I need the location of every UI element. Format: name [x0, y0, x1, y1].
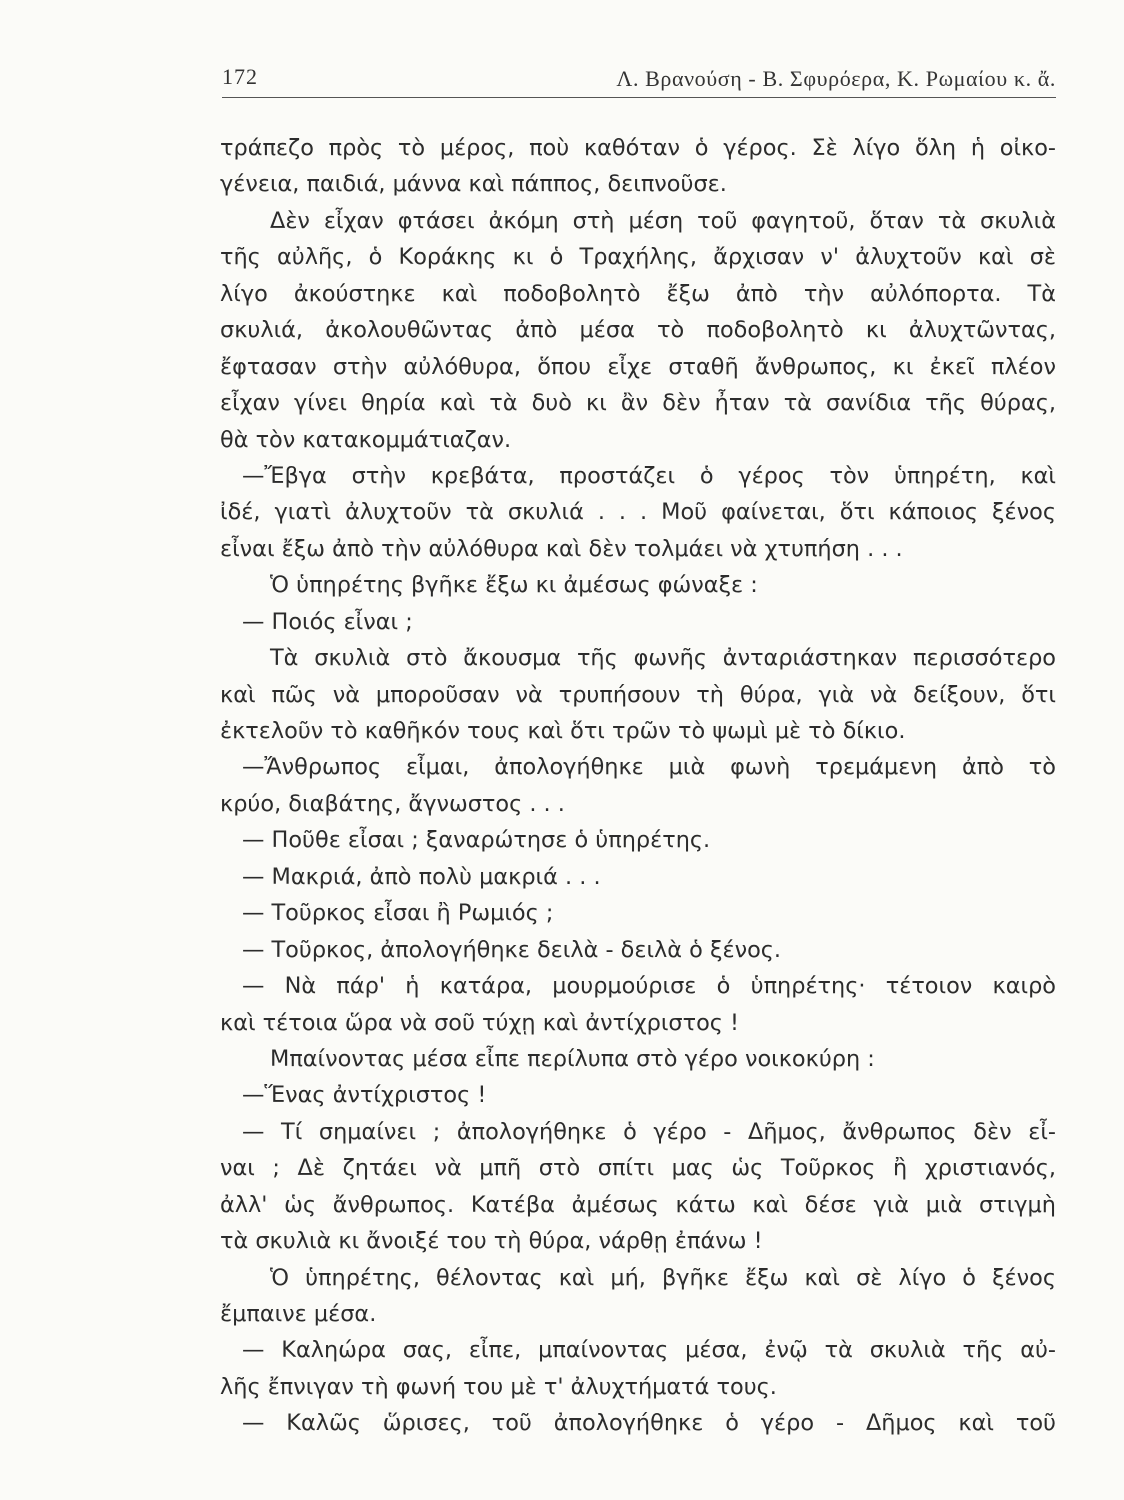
text-line: — Μακριά, ἀπὸ πολὺ μακριά . . .: [242, 863, 601, 890]
text-line: ἔφτασαν στὴν αὐλόθυρα, ὅπου εἶχε σταθῆ ἄνθρωπος, κι ἐκεῖ πλέον: [220, 353, 1056, 380]
text-line: ἀλλ' ὡς ἄνθρωπος. Κατέβα ἀμέσως κάτω καὶ δέσε γιὰ μιὰ στιγμὴ: [220, 1191, 1056, 1218]
text-line: Ὁ ὑπηρέτης βγῆκε ἔξω κι ἀμέσως φώναξε :: [270, 572, 758, 599]
text-line: — Τοῦρκος, ἀπολογήθηκε δειλὰ - δειλὰ ὁ ξένος.: [242, 936, 782, 963]
text-line: καὶ πῶς νὰ μποροῦσαν νὰ τρυπήσουν τὴ θύρα, γιὰ νὰ δείξουν, ὅτι: [220, 681, 1056, 708]
text-line: — Ποιός εἶναι ;: [242, 608, 413, 635]
text-line: —Ἔβγα στὴν κρεβάτα, προστάζει ὁ γέρος τὸν ὑπηρέτη, καὶ: [242, 462, 1056, 489]
text-line: — Καληώρα σας, εἶπε, μπαίνοντας μέσα, ἐνῷ τὰ σκυλιὰ τῆς αὐ-: [242, 1337, 1056, 1364]
text-line: — Ποῦθε εἶσαι ; ξαναρώτησε ὁ ὑπηρέτης.: [242, 827, 711, 854]
text-line: — Νὰ πάρ' ἡ κατάρα, μουρμούρισε ὁ ὑπηρέτης· τέτοιον καιρὸ: [242, 973, 1056, 1000]
body-text: [220, 130, 1056, 1442]
text-line: Μπαίνοντας μέσα εἶπε περίλυπα στὸ γέρο νοικοκύρη :: [270, 1045, 875, 1072]
text-line: — Τί σημαίνει ; ἀπολογήθηκε ὁ γέρο - Δῆμος, ἄνθρωπος δὲν εἶ-: [242, 1118, 1056, 1145]
text-line: — Καλῶς ὥρισες, τοῦ ἀπολογήθηκε ὁ γέρο - Δῆμος καὶ τοῦ: [242, 1410, 1056, 1437]
text-line: — Τοῦρκος εἶσαι ἢ Ρωμιός ;: [242, 900, 554, 927]
text-line: λῆς ἔπνιγαν τὴ φωνή του μὲ τ' ἀλυχτήματά τους.: [220, 1373, 777, 1400]
text-line: Ὁ ὑπηρέτης, θέλοντας καὶ μή, βγῆκε ἔξω καὶ σὲ λίγο ὁ ξένος: [270, 1264, 1056, 1291]
text-line: τράπεζο πρὸς τὸ μέρος, ποὺ καθόταν ὁ γέρος. Σὲ λίγο ὅλη ἡ οἰκο-: [220, 135, 1056, 161]
text-line: λίγο ἀκούστηκε καὶ ποδοβολητὸ ἔξω ἀπὸ τὴν αὐλόπορτα. Τὰ: [220, 280, 1056, 307]
text-line: γένεια, παιδιά, μάννα καὶ πάππος, δειπνοῦσε.: [220, 171, 727, 198]
text-line: ἰδέ, γιατὶ ἀλυχτοῦν τὰ σκυλιά . . . Μοῦ φαίνεται, ὅτι κάποιος ξένος: [220, 499, 1056, 526]
text-line: ἐκτελοῦν τὸ καθῆκόν τους καὶ ὅτι τρῶν τὸ ψωμὶ μὲ τὸ δίκιο.: [220, 718, 906, 744]
text-line: ναι ; Δὲ ζητάει νὰ μπῆ στὸ σπίτι μας ὡς Τοῦρκος ἢ χριστιανός,: [220, 1155, 1056, 1182]
text-line: —Ἄνθρωπος εἶμαι, ἀπολογήθηκε μιὰ φωνὴ τρεμάμενη ἀπὸ τὸ: [242, 754, 1056, 781]
text-line: —Ἕνας ἀντίχριστος !: [242, 1082, 487, 1109]
text-line: καὶ τέτοια ὥρα νὰ σοῦ τύχῃ καὶ ἀντίχριστος !: [220, 1009, 740, 1036]
text-line: Τὰ σκυλιὰ στὸ ἄκουσμα τῆς φωνῆς ἀνταριάστηκαν περισσότερο: [270, 645, 1056, 672]
text-line: Δὲν εἶχαν φτάσει ἀκόμη στὴ μέση τοῦ φαγητοῦ, ὅταν τὰ σκυλιὰ: [270, 207, 1056, 234]
page-number: 172: [222, 64, 258, 89]
running-header: [222, 58, 1056, 98]
running-header-authors: Λ. Βρανούση - Β. Σφυρόερα, Κ. Ρωμαίου κ. ἄ.: [616, 66, 1056, 91]
header-rule: [222, 97, 1056, 98]
text-line: εἶχαν γίνει θηρία καὶ τὰ δυὸ κι ἂν δὲν ἦταν τὰ σανίδια τῆς θύρας,: [220, 390, 1056, 417]
text-line: τὰ σκυλιὰ κι ἄνοιξέ του τὴ θύρα, νάρθῃ ἐπάνω !: [220, 1228, 763, 1255]
text-line: εἶναι ἔξω ἀπὸ τὴν αὐλόθυρα καὶ δὲν τολμάει νὰ χτυπήση . . .: [220, 535, 903, 562]
text-line: κρύο, διαβάτης, ἄγνωστος . . .: [220, 790, 565, 817]
text-line: σκυλιά, ἀκολουθῶντας ἀπὸ μέσα τὸ ποδοβολητὸ κι ἀλυχτῶντας,: [220, 317, 1056, 344]
text-line: ἔμπαινε μέσα.: [220, 1301, 377, 1327]
text-line: θὰ τὸν κατακομμάτιαζαν.: [220, 426, 512, 453]
text-line: τῆς αὐλῆς, ὁ Κοράκης κι ὁ Τραχήλης, ἄρχισαν ν' ἀλυχτοῦν καὶ σὲ: [220, 244, 1056, 271]
